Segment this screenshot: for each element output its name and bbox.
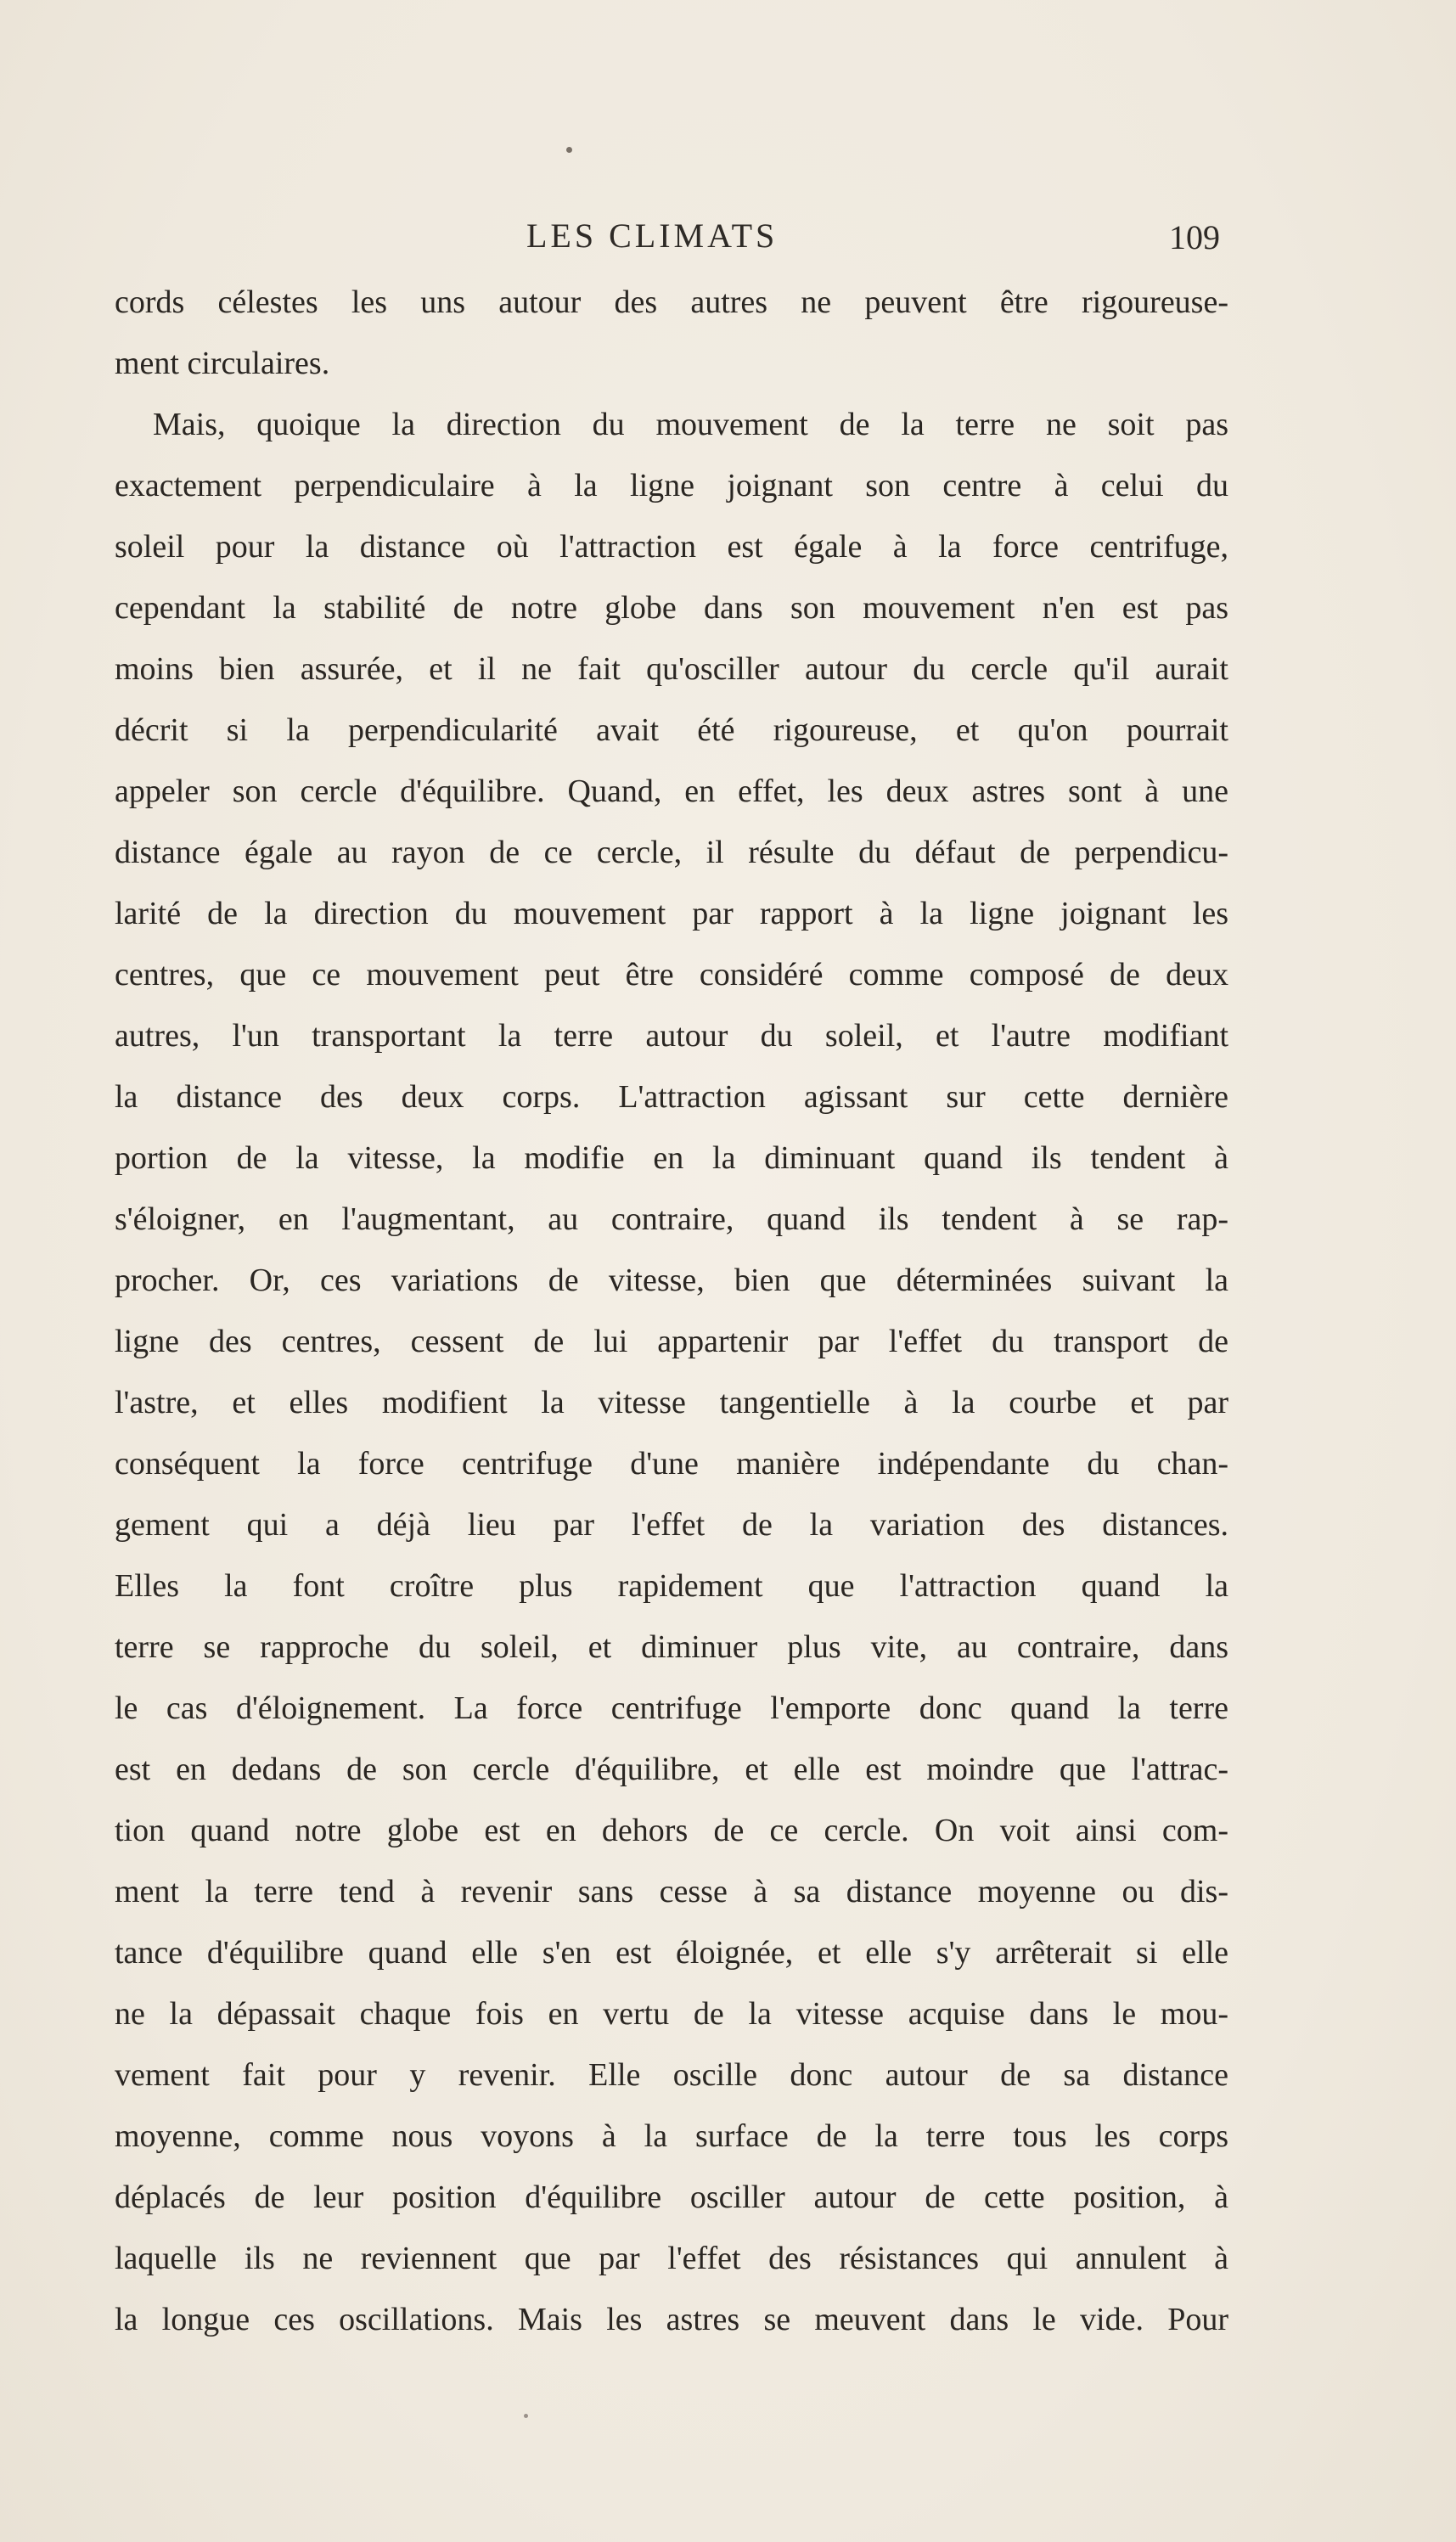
text-line: ligne des centres, cessent de lui appartenir par l'effet du transport de <box>115 1324 1228 1359</box>
text-line: cords célestes les uns autour des autres ne peuvent être rigoureuse- <box>115 284 1228 320</box>
text-line: portion de la vitesse, la modifie en la diminuant quand ils tendent à <box>115 1140 1228 1176</box>
text-line: la distance des deux corps. L'attraction agissant sur cette dernière <box>115 1079 1228 1115</box>
text-line: conséquent la force centrifuge d'une manière indépendante du chan- <box>115 1446 1228 1482</box>
text-line: moins bien assurée, et il ne fait qu'osciller autour du cercle qu'il aurait <box>115 651 1228 687</box>
running-head: LES CLIMATS <box>526 217 779 255</box>
text-line: déplacés de leur position d'équilibre osciller autour de cette position, à <box>115 2179 1228 2215</box>
page-number: 109 <box>1169 218 1220 256</box>
text-line: distance égale au rayon de ce cercle, il résulte du défaut de perpendicu- <box>115 835 1228 870</box>
text-line: la longue ces oscillations. Mais les astres se meuvent dans le vide. Pour <box>115 2302 1228 2337</box>
body-text <box>115 272 1228 2350</box>
print-speck <box>566 147 572 153</box>
text-line: Elles la font croître plus rapidement que l'attraction quand la <box>115 1568 1228 1604</box>
text-line: gement qui a déjà lieu par l'effet de la variation des distances. <box>115 1507 1228 1543</box>
text-line: terre se rapproche du soleil, et diminuer plus vite, au contraire, dans <box>115 1629 1228 1665</box>
text-line: appeler son cercle d'équilibre. Quand, en effet, les deux astres sont à une <box>115 773 1228 809</box>
text-line: est en dedans de son cercle d'équilibre, et elle est moindre que l'attrac- <box>115 1752 1228 1787</box>
page-header <box>0 216 1456 267</box>
text-line: moyenne, comme nous voyons à la surface de la terre tous les corps <box>115 2118 1228 2154</box>
text-line: laquelle ils ne reviennent que par l'effet des résistances qui annulent à <box>115 2241 1228 2276</box>
text-line: Mais, quoique la direction du mouvement de la terre ne soit pas <box>153 407 1228 442</box>
text-line: ment circulaires. <box>115 346 330 381</box>
text-line: tance d'équilibre quand elle s'en est éloignée, et elle s'y arrêterait si elle <box>115 1935 1228 1971</box>
text-line: ne la dépassait chaque fois en vertu de la vitesse acquise dans le mou- <box>115 1996 1228 2032</box>
print-speck <box>524 2414 528 2418</box>
text-line: procher. Or, ces variations de vitesse, bien que déterminées suivant la <box>115 1263 1228 1298</box>
text-line: s'éloigner, en l'augmentant, au contraire, quand ils tendent à se rap- <box>115 1201 1228 1237</box>
text-line: l'astre, et elles modifient la vitesse tangentielle à la courbe et par <box>115 1385 1228 1420</box>
text-line: centres, que ce mouvement peut être considéré comme composé de deux <box>115 957 1228 993</box>
text-line: ment la terre tend à revenir sans cesse à sa distance moyenne ou dis- <box>115 1874 1228 1909</box>
text-line: vement fait pour y revenir. Elle oscille donc autour de sa distance <box>115 2057 1228 2093</box>
text-line: autres, l'un transportant la terre autour du soleil, et l'autre modifiant <box>115 1018 1228 1054</box>
text-line: soleil pour la distance où l'attraction est égale à la force centrifuge, <box>115 529 1228 565</box>
text-line: cependant la stabilité de notre globe dans son mouvement n'en est pas <box>115 590 1228 626</box>
text-line: tion quand notre globe est en dehors de ce cercle. On voit ainsi com- <box>115 1813 1228 1848</box>
text-line: le cas d'éloignement. La force centrifuge l'emporte donc quand la terre <box>115 1690 1228 1726</box>
text-line: décrit si la perpendicularité avait été rigoureuse, et qu'on pourrait <box>115 712 1228 748</box>
text-line: exactement perpendiculaire à la ligne joignant son centre à celui du <box>115 468 1228 503</box>
text-line: larité de la direction du mouvement par rapport à la ligne joignant les <box>115 896 1228 931</box>
